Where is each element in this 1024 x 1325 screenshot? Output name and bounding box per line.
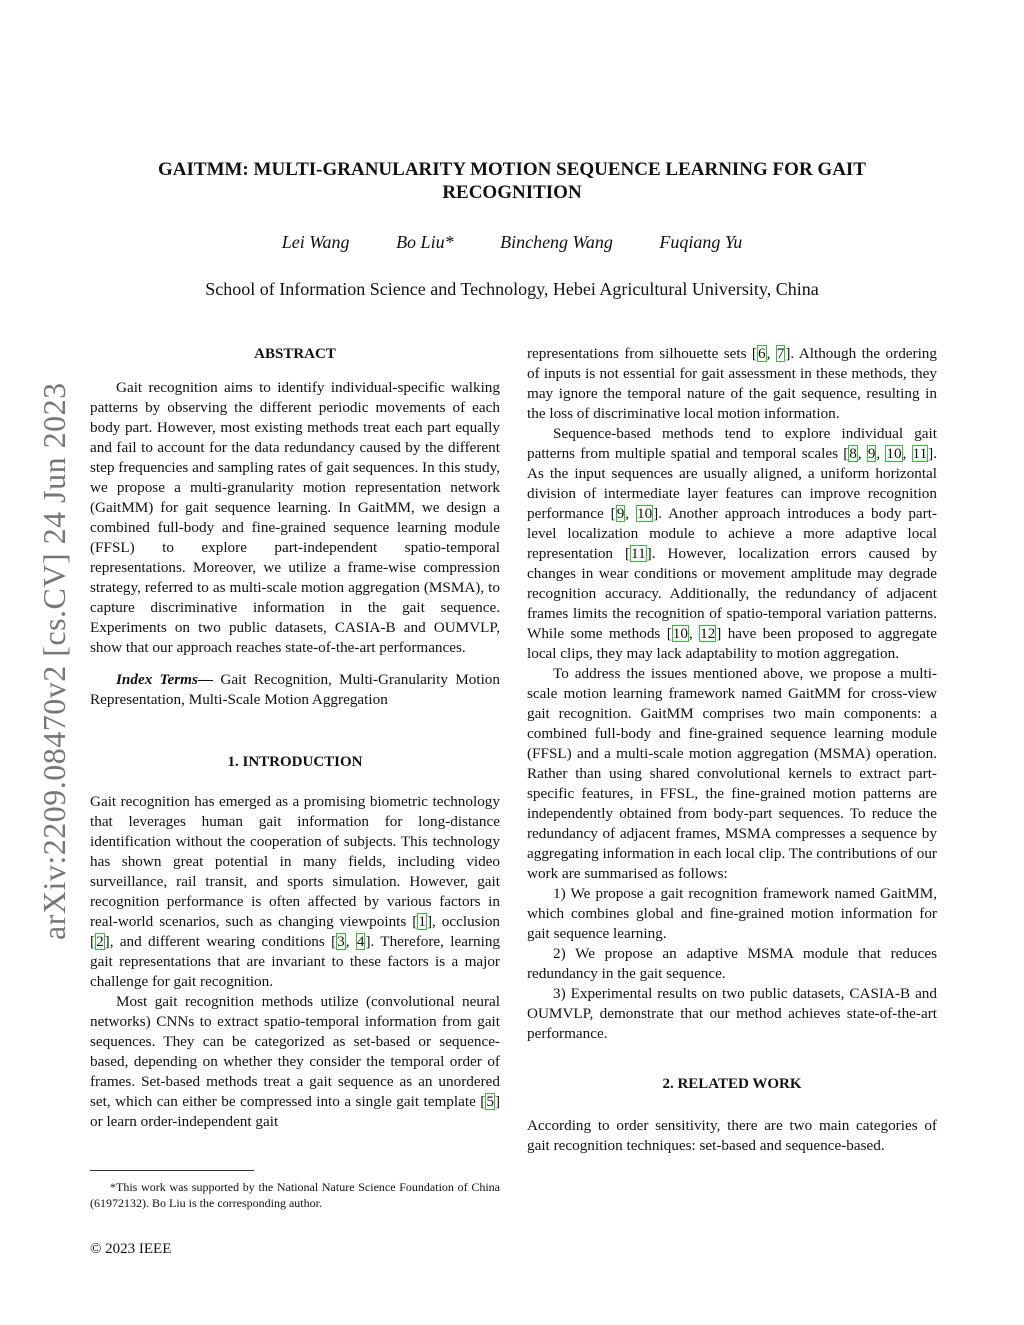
citation-link[interactable]: 8 xyxy=(849,445,857,462)
citation-link[interactable]: 2 xyxy=(96,933,104,950)
footnote-rule xyxy=(90,1170,254,1171)
abstract-heading: ABSTRACT xyxy=(254,346,336,362)
author-name: Fuqiang Yu xyxy=(659,232,743,252)
intro-paragraph: To address the issues mentioned above, we propose a multi-scale motion learning framework named GaitMM for cross-view gait recognition. GaitMM comprises two main components: a combined full-body and fine-grained sequence learning module (FFSL) and a multi-scale motion aggregation (MSMA) operation. Rather than using shared convolutional kernels to extract part-specific features, in FFSL, the fine-grained motion patterns are independently obtained from body-part sequences. To reduce the redundancy of adjacent frames, MSMA compresses a sequence by aggregating information in each local clip. The contributions of our work are summarised as follows: xyxy=(527,665,937,882)
index-terms xyxy=(90,670,500,710)
author-list xyxy=(0,232,1024,253)
related-work-heading: 2. RELATED WORK xyxy=(662,1076,802,1092)
footnote-text: *This work was supported by the National Nature Science Foundation of China (61972132). Bo Liu is the corresponding author. xyxy=(90,1180,500,1210)
intro-paragraph: Sequence-based methods tend to explore individual gait patterns from multiple spatial and temporal scales [8, 9, 10, 11]. As the input sequences are usually aligned, a uniform horizontal division of intermediate layer features can improve recognition performance [9, 10]. Another approach introduces a body part-level localization module to achieve a more adaptive local representation [11]. However, localization errors caused by changes in wear conditions or movement amplitude may degrade recognition accuracy. Additionally, the redundancy of adjacent frames limits the recognition of spatio-temporal variation patterns. While some methods [10, 12] have been proposed to aggregate local clips, they may lack adaptability to motion aggregation. xyxy=(527,425,938,662)
citation-link[interactable]: 12 xyxy=(700,625,716,642)
citation-link[interactable]: 10 xyxy=(886,445,902,462)
citation-link[interactable]: 4 xyxy=(356,933,365,950)
contribution-item: 3) Experimental results on two public datasets, CASIA-B and OUMVLP, demonstrate that our method achieves state-of-the-art performance. xyxy=(527,985,937,1042)
right-column xyxy=(527,344,937,1156)
citation-link[interactable]: 5 xyxy=(486,1093,494,1110)
intro-paragraph: representations from silhouette sets [6, 7]. Although the ordering of inputs is not essential for gait assessment in these methods, they may ignore the temporal nature of the gait sequence, resulting in the loss of discriminative local motion information. xyxy=(527,345,937,422)
copyright-notice: © 2023 IEEE xyxy=(90,1241,172,1257)
citation-link[interactable]: 3 xyxy=(337,933,345,950)
abstract-text: Gait recognition aims to identify individual-specific walking patterns by observing the different periodic movements of each body part. However, most existing methods treat each part equally and fail to account for the data redundancy caused by the different step frequencies and sampling rates of gait sequences. In this study, we propose a multi-granularity motion representation network (GaitMM) for gait sequence learning. In GaitMM, we design a combined full-body and fine-grained sequence learning module (FFSL) to explore part-independent spatio-temporal representations. Moreover, we utilize a frame-wise compression strategy, referred to as multi-scale motion aggregation (MSMA), to capture discriminative information in the gait sequence. Experiments on two public datasets, CASIA-B and OUMVLP, show that our approach reaches state-of-the-art performances. xyxy=(90,379,500,656)
contribution-item: 1) We propose a gait recognition framework named GaitMM, which combines global and fine-grained motion information for gait sequence learning. xyxy=(527,885,937,942)
introduction-heading: 1. INTRODUCTION xyxy=(227,754,363,770)
citation-link[interactable]: 11 xyxy=(912,445,928,462)
arxiv-identifier: arXiv:2209.08470v2 [cs.CV] 24 Jun 2023 xyxy=(36,382,72,940)
affiliation: School of Information Science and Technology, Hebei Agricultural University, China xyxy=(205,279,819,299)
footnote xyxy=(90,1179,500,1211)
author-name: Lei Wang xyxy=(281,232,350,252)
citation-link[interactable]: 11 xyxy=(631,545,646,562)
citation-link[interactable]: 10 xyxy=(672,625,688,642)
citation-link[interactable]: 9 xyxy=(867,445,876,462)
intro-paragraph: Gait recognition has emerged as a promising biometric technology that leverages human gait information for long-distance identification without the cooperation of subjects. This technology has shown great potential in many fields, including video surveillance, rail transit, and sports simulation. However, gait recognition performance is often affected by various factors in real-world scenarios, such as changing viewpoints [1], occlusion [2], and different wearing conditions [3, 4]. Therefore, learning gait representations that are invariant to these factors is a major challenge for gait recognition. xyxy=(90,793,501,990)
citation-link[interactable]: 6 xyxy=(757,345,766,362)
citation-link[interactable]: 10 xyxy=(636,505,653,522)
citation-link[interactable]: 7 xyxy=(776,345,785,362)
contribution-item: 2) We propose an adaptive MSMA module that reduces redundancy in the gait sequence. xyxy=(527,945,937,982)
index-terms-text: Gait Recognition, Multi-Granularity Motion Representation, Multi-Scale Motion Aggregation xyxy=(90,671,500,708)
index-terms-label: Index Terms— xyxy=(116,671,214,688)
citation-link[interactable]: 1 xyxy=(418,913,426,930)
intro-paragraph: Most gait recognition methods utilize (convolutional neural networks) CNNs to extract spatio-temporal information from gait sequences. They can be categorized as set-based or sequence-based, depending on whether they consider the temporal order of frames. Set-based methods treat a gait sequence as an unordered set, which can either be compressed into a single gait template [5] or learn order-independent gait xyxy=(90,993,500,1130)
author-name: Bincheng Wang xyxy=(500,232,613,252)
related-work-text: According to order sensitivity, there are two main categories of gait recognition techniques: set-based and sequence-based. xyxy=(527,1117,937,1154)
citation-link[interactable]: 9 xyxy=(616,505,625,522)
author-name: Bo Liu* xyxy=(396,232,454,252)
paper-title: GAITMM: MULTI-GRANULARITY MOTION SEQUENCE LEARNING FOR GAIT RECOGNITION xyxy=(158,159,866,203)
left-column xyxy=(90,344,500,1132)
